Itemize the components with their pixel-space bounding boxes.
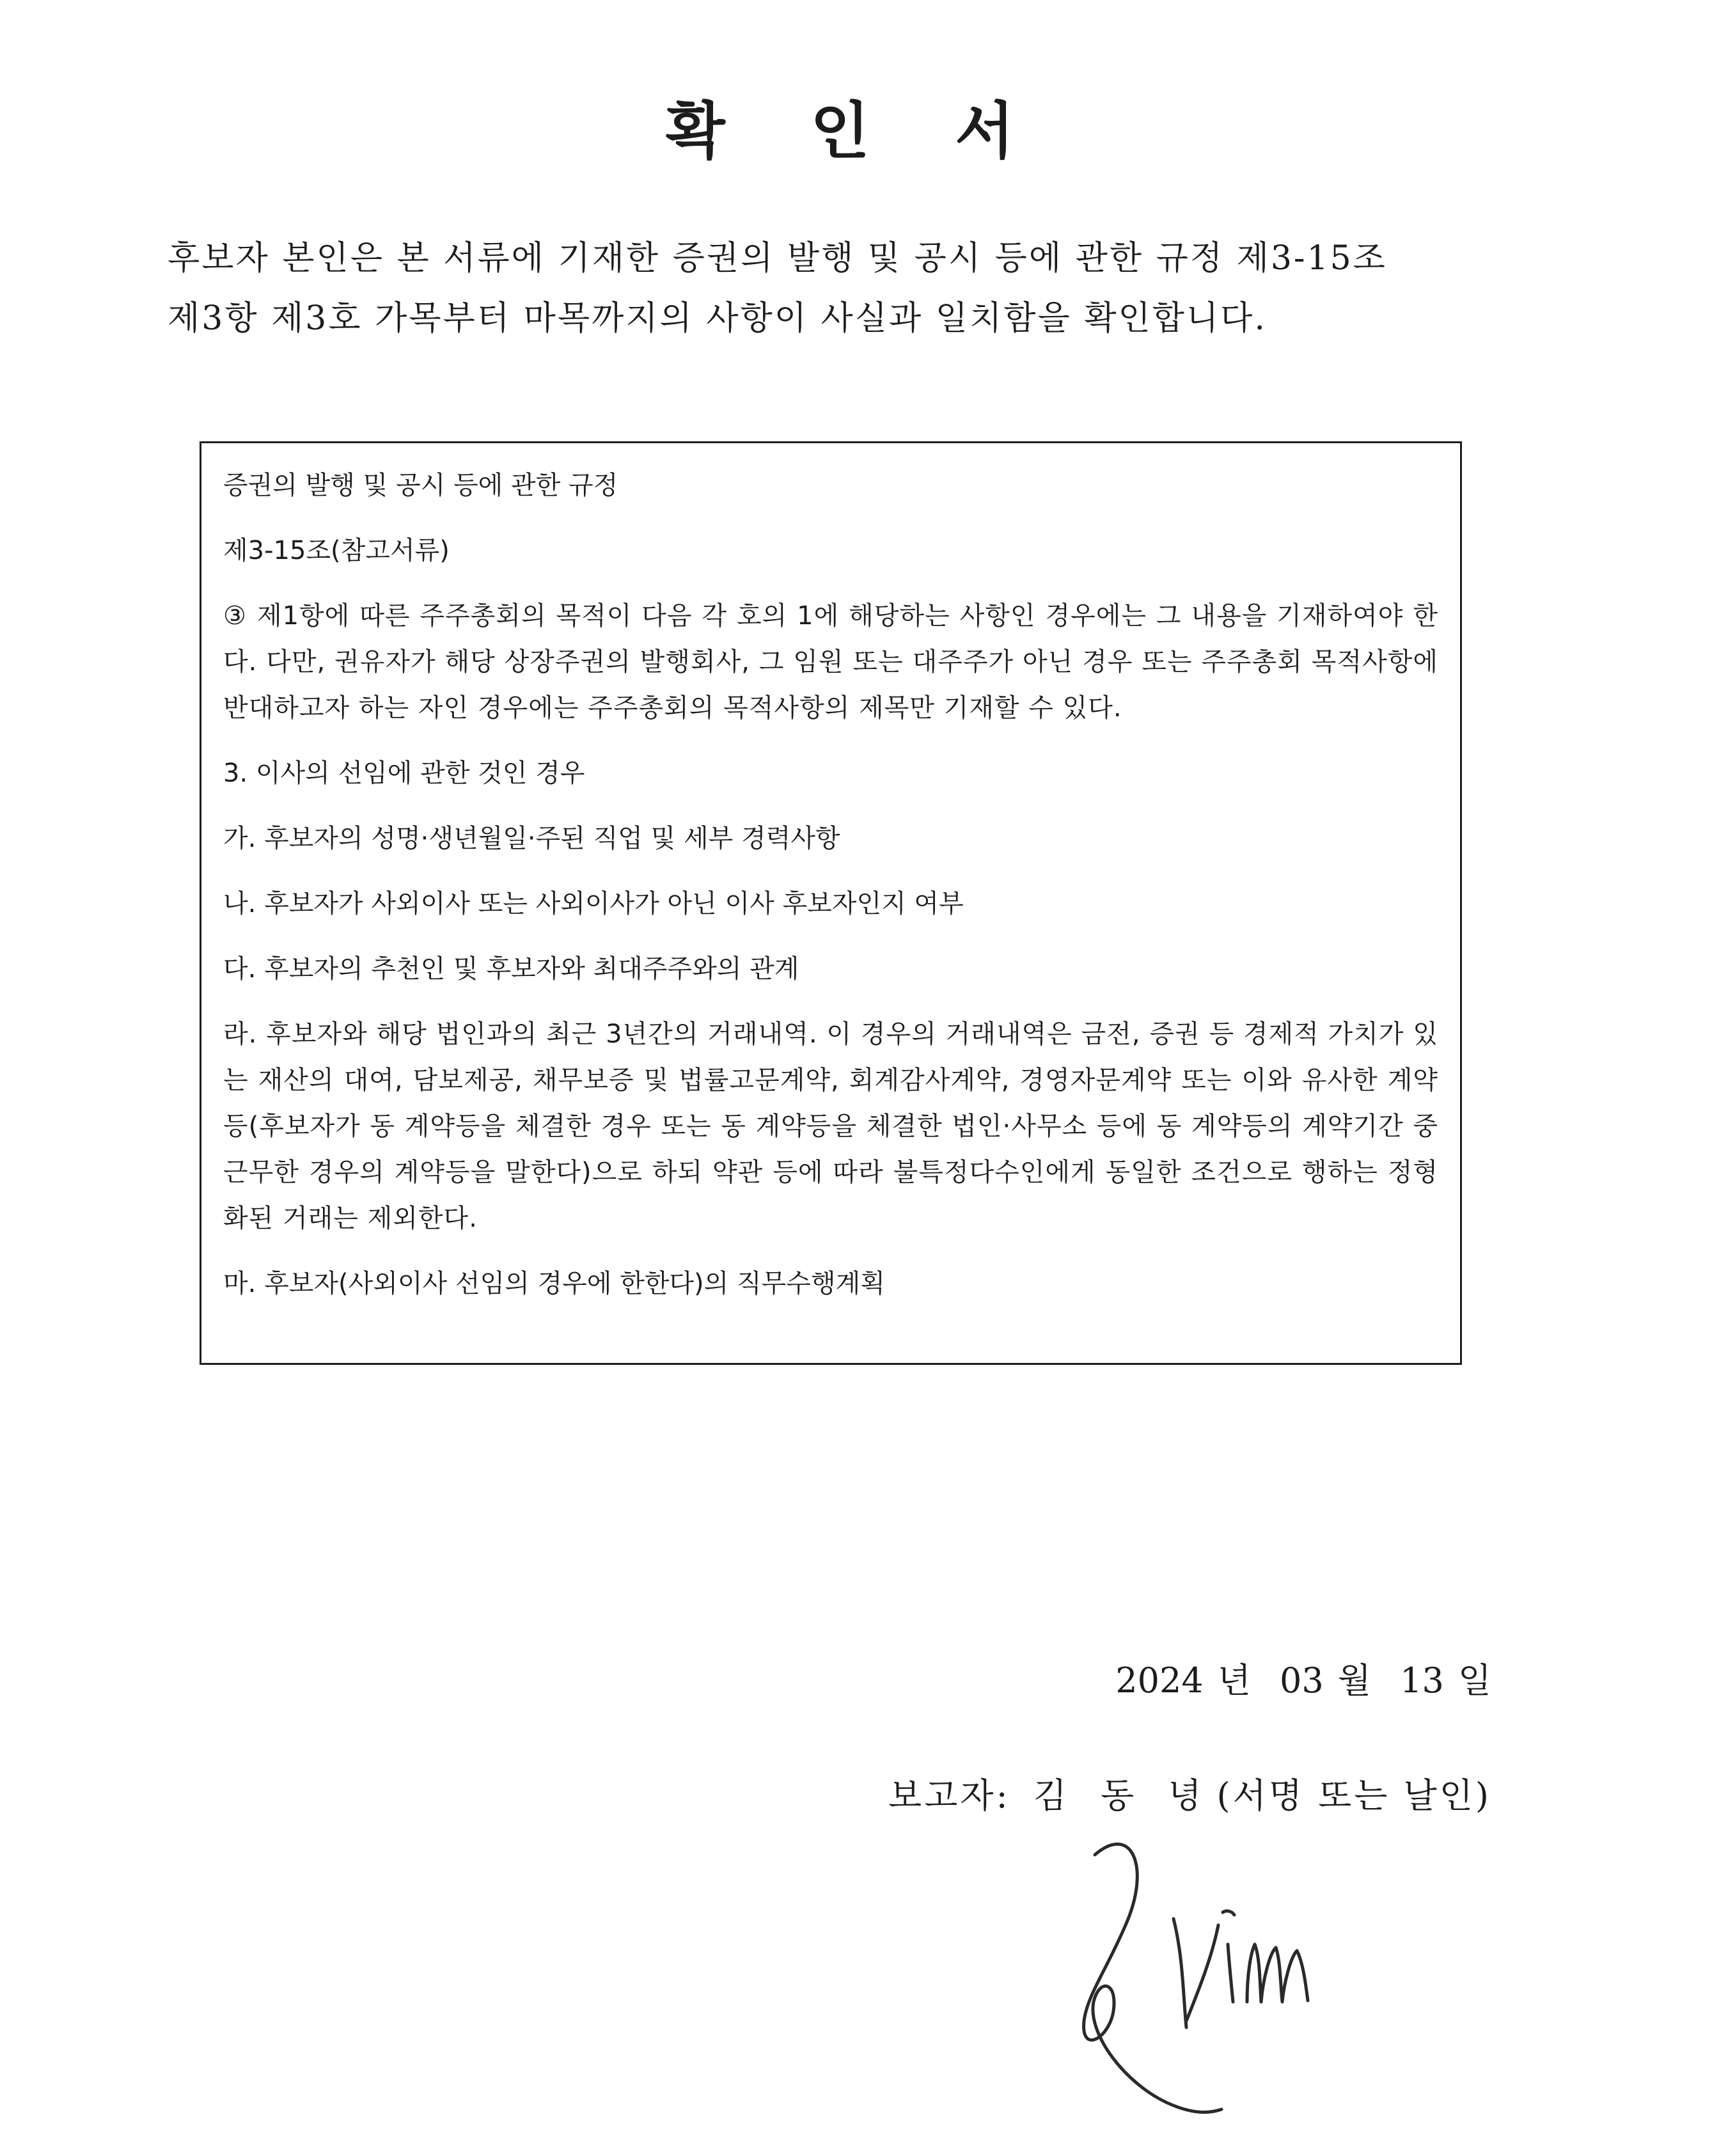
date-year: 2024 (1115, 1660, 1204, 1701)
intro-statement (168, 228, 1549, 349)
signature-stroke-dot (1223, 1911, 1234, 1915)
regulation-paragraph: ③ 제1항에 따른 주주총회의 목적이 다음 각 호의 1에 해당하는 사항인 경우에는 그 내용을 기재하여야 한다. 다만, 권유자가 해당 상장주권의 발행회사, 그 임원 또는 대주주가 아닌 경우 또는 주주총회 목적사항에 반대하고자 하는 자인 경우에는 주주총회의 목적사항의 제목만 기재할 수 있다. (223, 601, 1438, 723)
date-day: 13 (1400, 1660, 1444, 1701)
regulation-item: 3. 이사의 선임에 관한 것인 경우 (223, 759, 585, 788)
date-line (1115, 1655, 1491, 1706)
date-month: 03 (1280, 1660, 1324, 1701)
date-day-unit: 일 (1457, 1660, 1491, 1701)
regulation-article: 제3-15조(참고서류) (223, 536, 450, 565)
intro-line: 후보자 본인은 본 서류에 기재한 증권의 발행 및 공시 등에 관한 규정 제3-15조 (168, 239, 1387, 278)
regulation-subitem: 마. 후보자(사외이사 선임의 경우에 한한다)의 직무수행계획 (223, 1269, 885, 1298)
intro-line: 제3항 제3호 가목부터 마목까지의 사항이 사실과 일치함을 확인합니다. (168, 299, 1267, 338)
signature-stroke-m (1247, 1944, 1308, 2002)
handwritten-signature (1055, 1829, 1362, 2123)
regulation-subitem: 라. 후보자와 해당 법인과의 최근 3년간의 거래내역. 이 경우의 거래내역은 금전, 증권 등 경제적 가치가 있는 재산의 대여, 담보제공, 채무보증 및 법률고문계약, 회계감사계약, 경영자문계약 또는 이와 유사한 계약등(후보자가 동 계약등을 체결한 경우 또는 동 계약등을 체결한 법인·사무소 등에 동 계약등의 계약기간 중 근무한 경우의 계약등을 말한다)으로 하되 약관 등에 따라 불특정다수인에게 동일한 조건으로 행하는 정형화된 거래는 제외한다. (223, 1019, 1438, 1233)
signature-strokes (1084, 1844, 1308, 2112)
regulation-subitem: 나. 후보자가 사외이사 또는 사외이사가 아닌 이사 후보자인지 여부 (223, 889, 964, 918)
signature-stroke-k (1174, 1919, 1218, 2027)
regulation-subitem: 가. 후보자의 성명·생년월일·주된 직업 및 세부 경력사항 (223, 824, 840, 853)
date-year-unit: 년 (1217, 1660, 1251, 1701)
reporter-line (888, 1770, 1491, 1822)
date-month-unit: 월 (1337, 1660, 1371, 1701)
signature-stroke-j (1084, 1844, 1221, 2112)
regulation-box (200, 441, 1462, 1365)
reporter-label: 보고자: (888, 1775, 1010, 1816)
reporter-sign-note: (서명 또는 날인) (1216, 1775, 1491, 1816)
signature-stroke-i (1228, 1944, 1233, 2002)
regulation-subitem: 다. 후보자의 추천인 및 후보자와 최대주주와의 관계 (223, 954, 799, 984)
regulation-name: 증권의 발행 및 공시 등에 관한 규정 (223, 471, 618, 500)
reporter-name: 김 동 녕 (1033, 1775, 1213, 1816)
document-title: 확 인 서 (665, 95, 1047, 167)
